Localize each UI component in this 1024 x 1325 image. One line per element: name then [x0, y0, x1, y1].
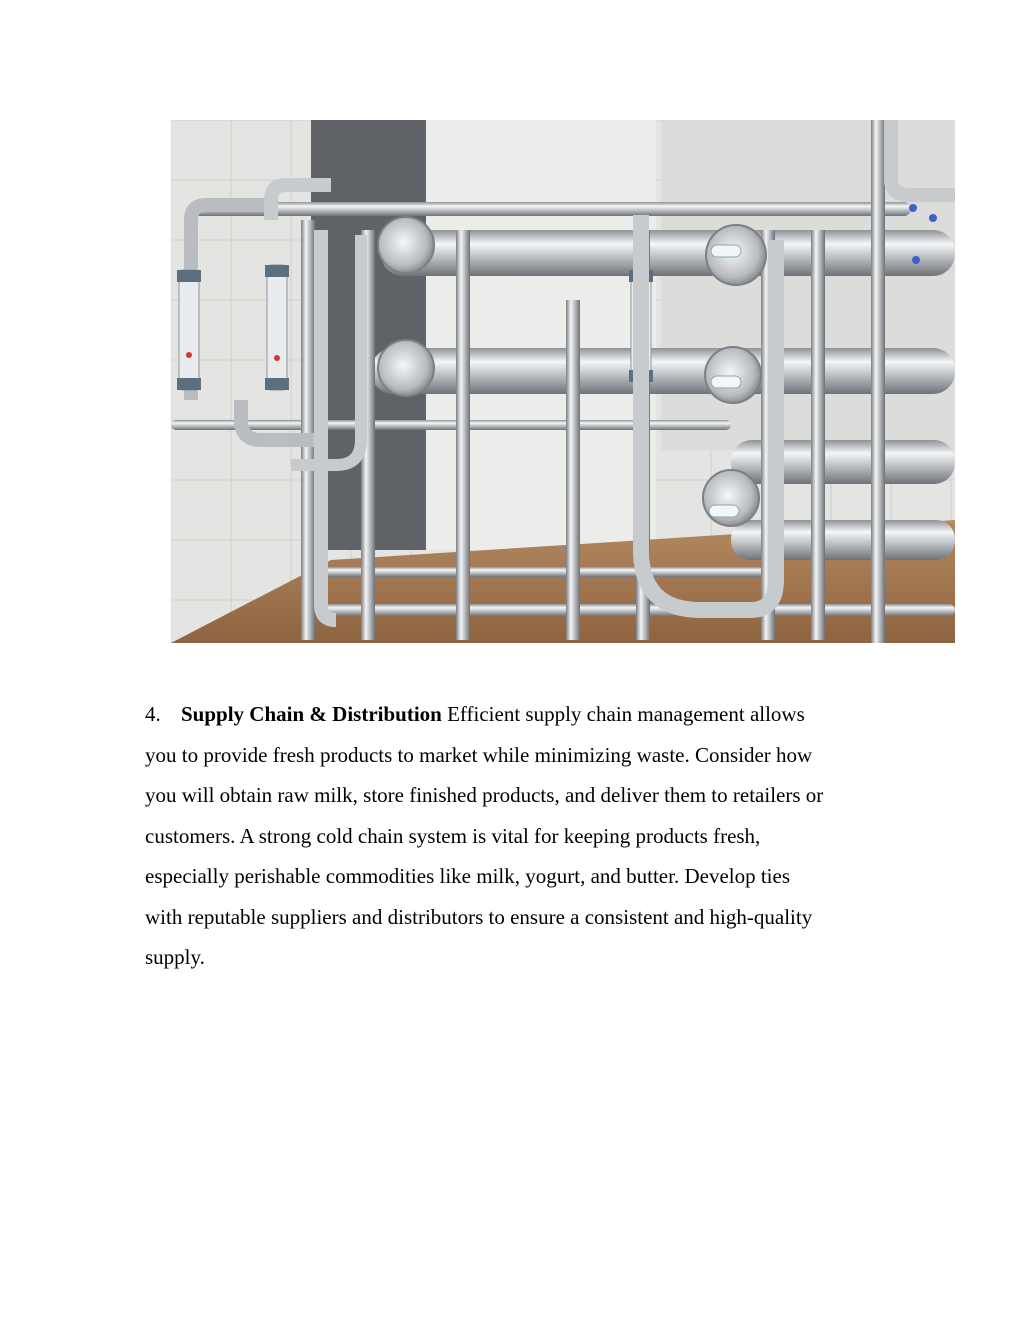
paragraph-line: you to provide fresh products to market while minimizing waste. Consider how — [145, 742, 813, 767]
paragraph-line: Efficient supply chain management allows — [447, 702, 805, 726]
paragraph-line: especially perishable commodities like milk, yogurt, and butter. Develop ties — [145, 864, 791, 888]
paragraph-line: with reputable suppliers and distributors to ensure a consistent and high-quality — [145, 904, 813, 929]
paragraph-line: customers. A strong cold chain system is vital for keeping products fresh, — [145, 823, 761, 848]
section-number: 4. — [145, 702, 161, 726]
section-heading: Supply Chain & Distribution — [181, 702, 442, 726]
dairy-equipment-photo — [171, 120, 955, 643]
pipe-illustration — [171, 120, 955, 643]
paragraph-line: supply. — [145, 945, 205, 969]
section-paragraph — [145, 694, 925, 978]
paragraph-line: you will obtain raw milk, store finished products, and deliver them to retailers or — [145, 783, 824, 807]
